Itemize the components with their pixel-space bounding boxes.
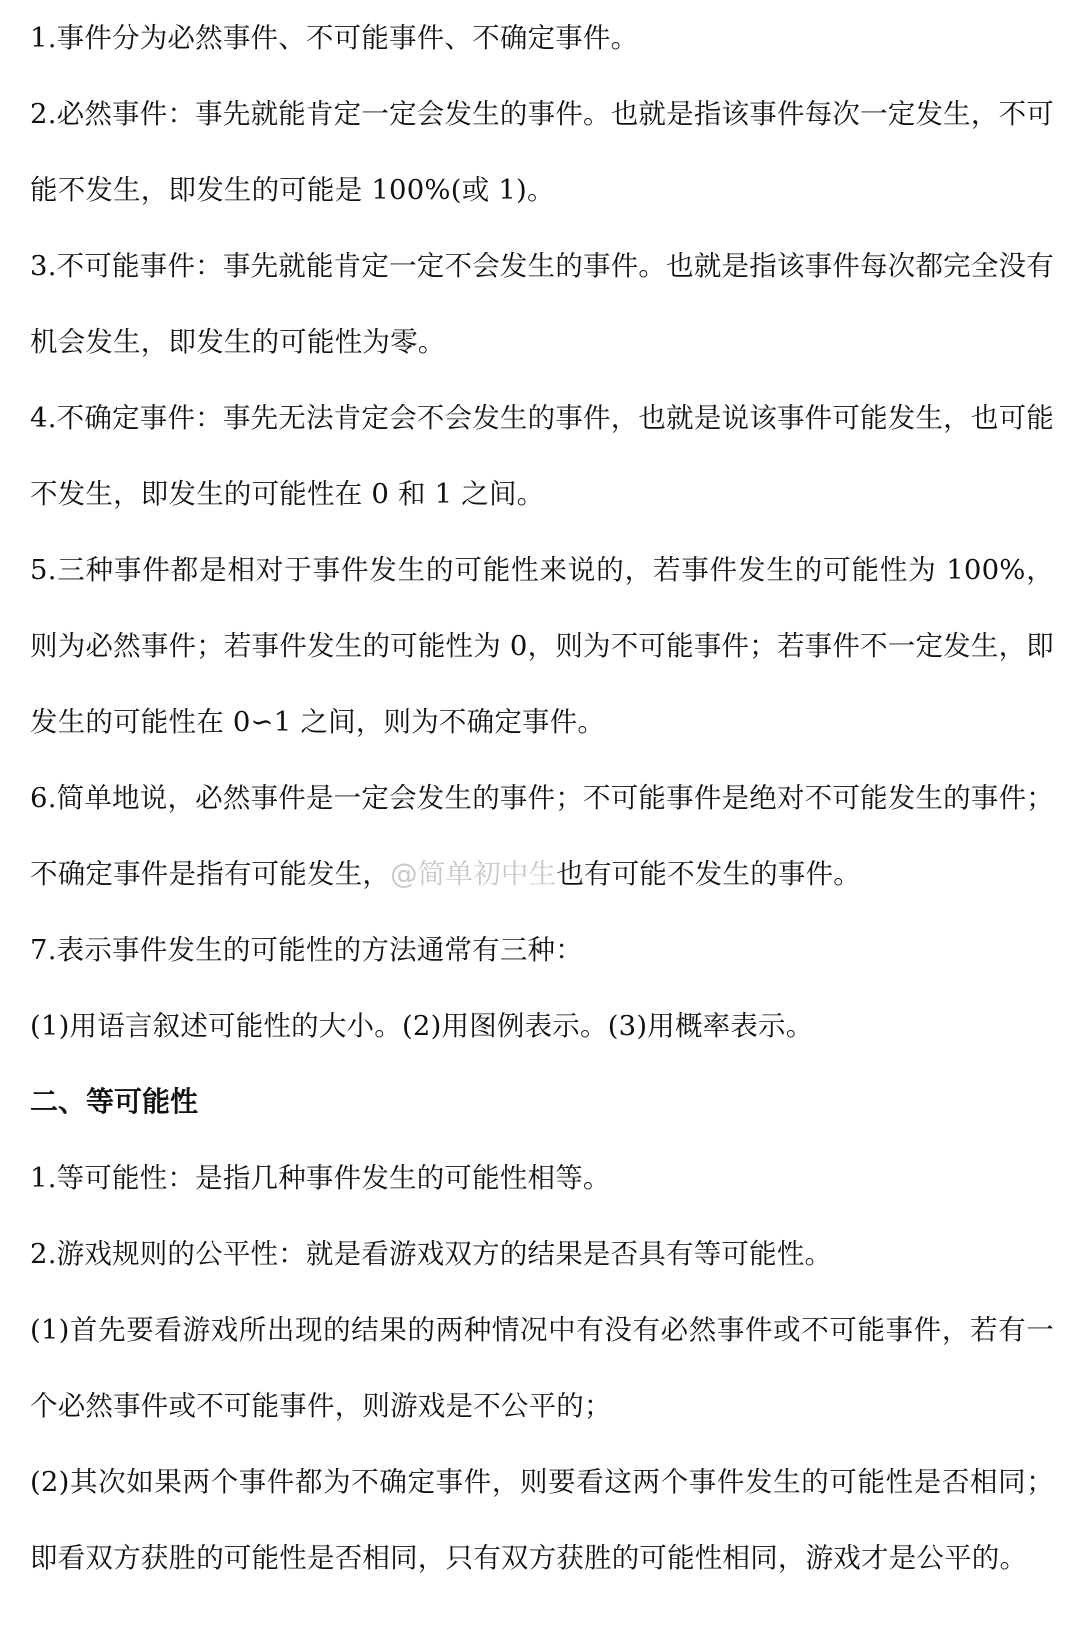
paragraph-uncertain-event: 4.不确定事件：事先无法肯定会不会发生的事件，也就是说该事件可能发生，也可能不发生，即发生的可能性在 0 和 1 之间。 [30, 402, 1054, 510]
paragraph-summary [30, 760, 1054, 912]
paragraph-methods-list: (1)用语言叙述可能性的大小。(2)用图例表示。(3)用概率表示。 [30, 1010, 814, 1042]
paragraph-equal-possibility-definition: 1.等可能性：是指几种事件发生的可能性相等。 [30, 1162, 611, 1194]
summary-text-after: 也有可能不发生的事件。 [556, 858, 862, 890]
summary-text-before: 6.简单地说，必然事件是一定会发生的事件；不可能事件是绝对不可能发生的事件；不确定事件是指有可能发生， [30, 782, 1054, 890]
paragraph-fairness-step-1: (1)首先要看游戏所出现的结果的两种情况中有没有必然事件或不可能事件，若有一个必然事件或不可能事件，则游戏是不公平的； [30, 1314, 1054, 1422]
paragraph-relative-possibility: 5.三种事件都是相对于事件发生的可能性来说的，若事件发生的可能性为 100%，则为必然事件；若事件发生的可能性为 0，则为不可能事件；若事件不一定发生，即发生的可能性在 0∽1 之间，则为不确定事件。 [30, 554, 1054, 738]
paragraph-game-fairness: 2.游戏规则的公平性：就是看游戏双方的结果是否具有等可能性。 [30, 1238, 833, 1270]
section-heading-equal-possibility: 二、等可能性 [30, 1085, 199, 1118]
paragraph-event-types: 1.事件分为必然事件、不可能事件、不确定事件。 [30, 22, 639, 54]
paragraph-fairness-step-2: (2)其次如果两个事件都为不确定事件，则要看这两个事件发生的可能性是否相同；即看双方获胜的可能性是否相同，只有双方获胜的可能性相同，游戏才是公平的。 [30, 1466, 1054, 1574]
watermark-text: @简单初中生 [390, 858, 557, 890]
paragraph-certain-event: 2.必然事件：事先就能肯定一定会发生的事件。也就是指该事件每次一定发生，不可能不发生，即发生的可能是 100%(或 1)。 [30, 98, 1054, 206]
paragraph-methods-intro: 7.表示事件发生的可能性的方法通常有三种： [30, 934, 583, 966]
document-page [30, 0, 1054, 1596]
paragraph-impossible-event: 3.不可能事件：事先就能肯定一定不会发生的事件。也就是指该事件每次都完全没有机会发生，即发生的可能性为零。 [30, 250, 1054, 358]
